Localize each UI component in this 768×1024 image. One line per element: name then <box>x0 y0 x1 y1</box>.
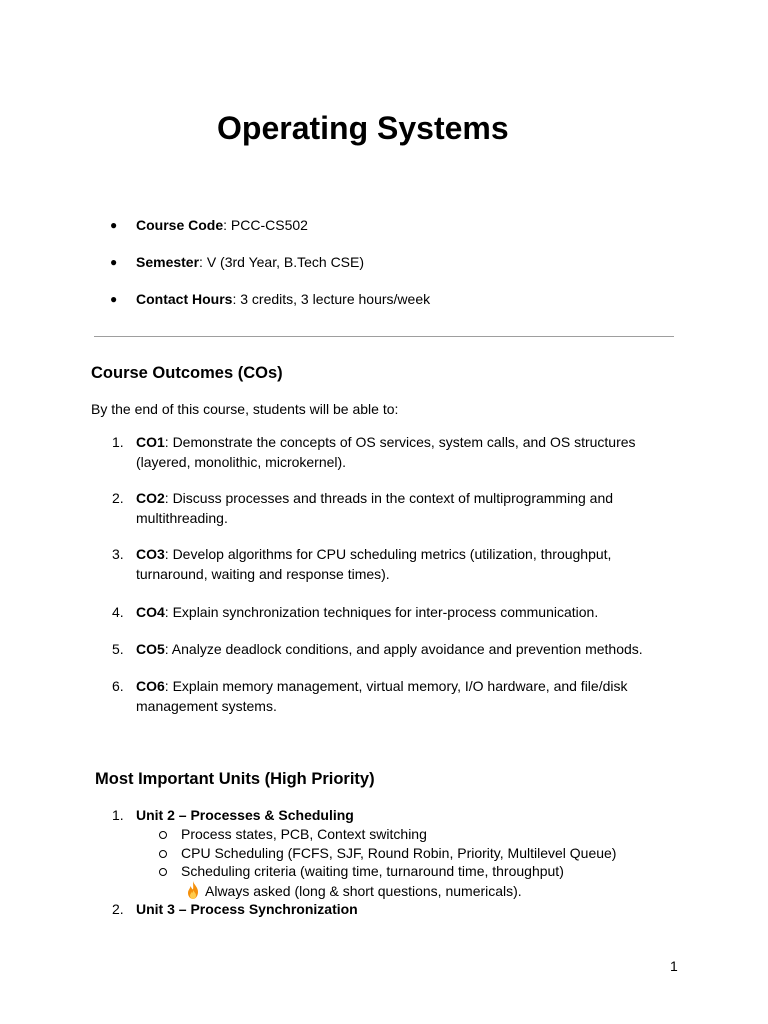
info-label: Semester <box>136 254 200 270</box>
co-text: : Discuss processes and threads in the context of multiprogramming and multithreading. <box>136 490 614 526</box>
co-code: CO3 <box>136 546 165 562</box>
page-title: Operating Systems <box>217 110 509 146</box>
circle-bullet-icon <box>159 868 167 876</box>
co-code: CO1 <box>136 434 165 450</box>
co-text: : Analyze deadlock conditions, and apply avoidance and prevention methods. <box>164 641 643 657</box>
sub-item-text: CPU Scheduling (FCFS, SJF, Round Robin, Priority, Multilevel Queue) <box>181 845 617 861</box>
co-code: CO5 <box>136 641 165 657</box>
unit-title: Unit 3 – Process Synchronization <box>136 901 358 917</box>
info-label: Course Code <box>136 217 224 233</box>
horizontal-divider <box>94 336 674 337</box>
circle-bullet-icon <box>159 850 167 858</box>
list-number: 5. <box>112 641 124 657</box>
list-number: 2. <box>112 901 124 917</box>
co-code: CO2 <box>136 490 165 506</box>
section-heading-units: Most Important Units (High Priority) <box>95 770 375 788</box>
note-text: Always asked (long & short questions, numericals). <box>205 883 522 899</box>
priority-note <box>185 881 522 901</box>
list-number: 1. <box>112 434 124 450</box>
list-number: 6. <box>112 678 124 694</box>
bullet-icon: ● <box>110 292 118 306</box>
info-value: : PCC-CS502 <box>223 217 308 233</box>
sub-item-text: Scheduling criteria (waiting time, turnaround time, throughput) <box>181 863 564 879</box>
info-label: Contact Hours <box>136 291 233 307</box>
list-number: 3. <box>112 546 124 562</box>
co-text: : Demonstrate the concepts of OS services, system calls, and OS structures (layered, monolithic, microkernel). <box>136 434 636 470</box>
section-heading-outcomes: Course Outcomes (COs) <box>91 364 283 382</box>
sub-item-text: Process states, PCB, Context switching <box>181 826 427 842</box>
unit-title: Unit 2 – Processes & Scheduling <box>136 807 354 823</box>
co-code: CO4 <box>136 604 165 620</box>
outcomes-intro: By the end of this course, students will be able to: <box>91 401 399 417</box>
fire-icon <box>185 881 201 899</box>
co-text: : Explain synchronization techniques for inter-process communication. <box>164 604 599 620</box>
page-number: 1 <box>670 958 678 974</box>
info-value: : 3 credits, 3 lecture hours/week <box>232 291 431 307</box>
co-code: CO6 <box>136 678 165 694</box>
circle-bullet-icon <box>159 831 167 839</box>
co-text: : Develop algorithms for CPU scheduling metrics (utilization, throughput, turnaround, waiting and response times). <box>136 546 612 582</box>
info-value: : V (3rd Year, B.Tech CSE) <box>199 254 365 270</box>
list-number: 2. <box>112 490 124 506</box>
list-number: 1. <box>112 807 124 823</box>
bullet-icon: ● <box>110 218 118 232</box>
list-number: 4. <box>112 604 124 620</box>
bullet-icon: ● <box>110 255 118 269</box>
co-text: : Explain memory management, virtual memory, I/O hardware, and file/disk management systems. <box>136 678 628 714</box>
